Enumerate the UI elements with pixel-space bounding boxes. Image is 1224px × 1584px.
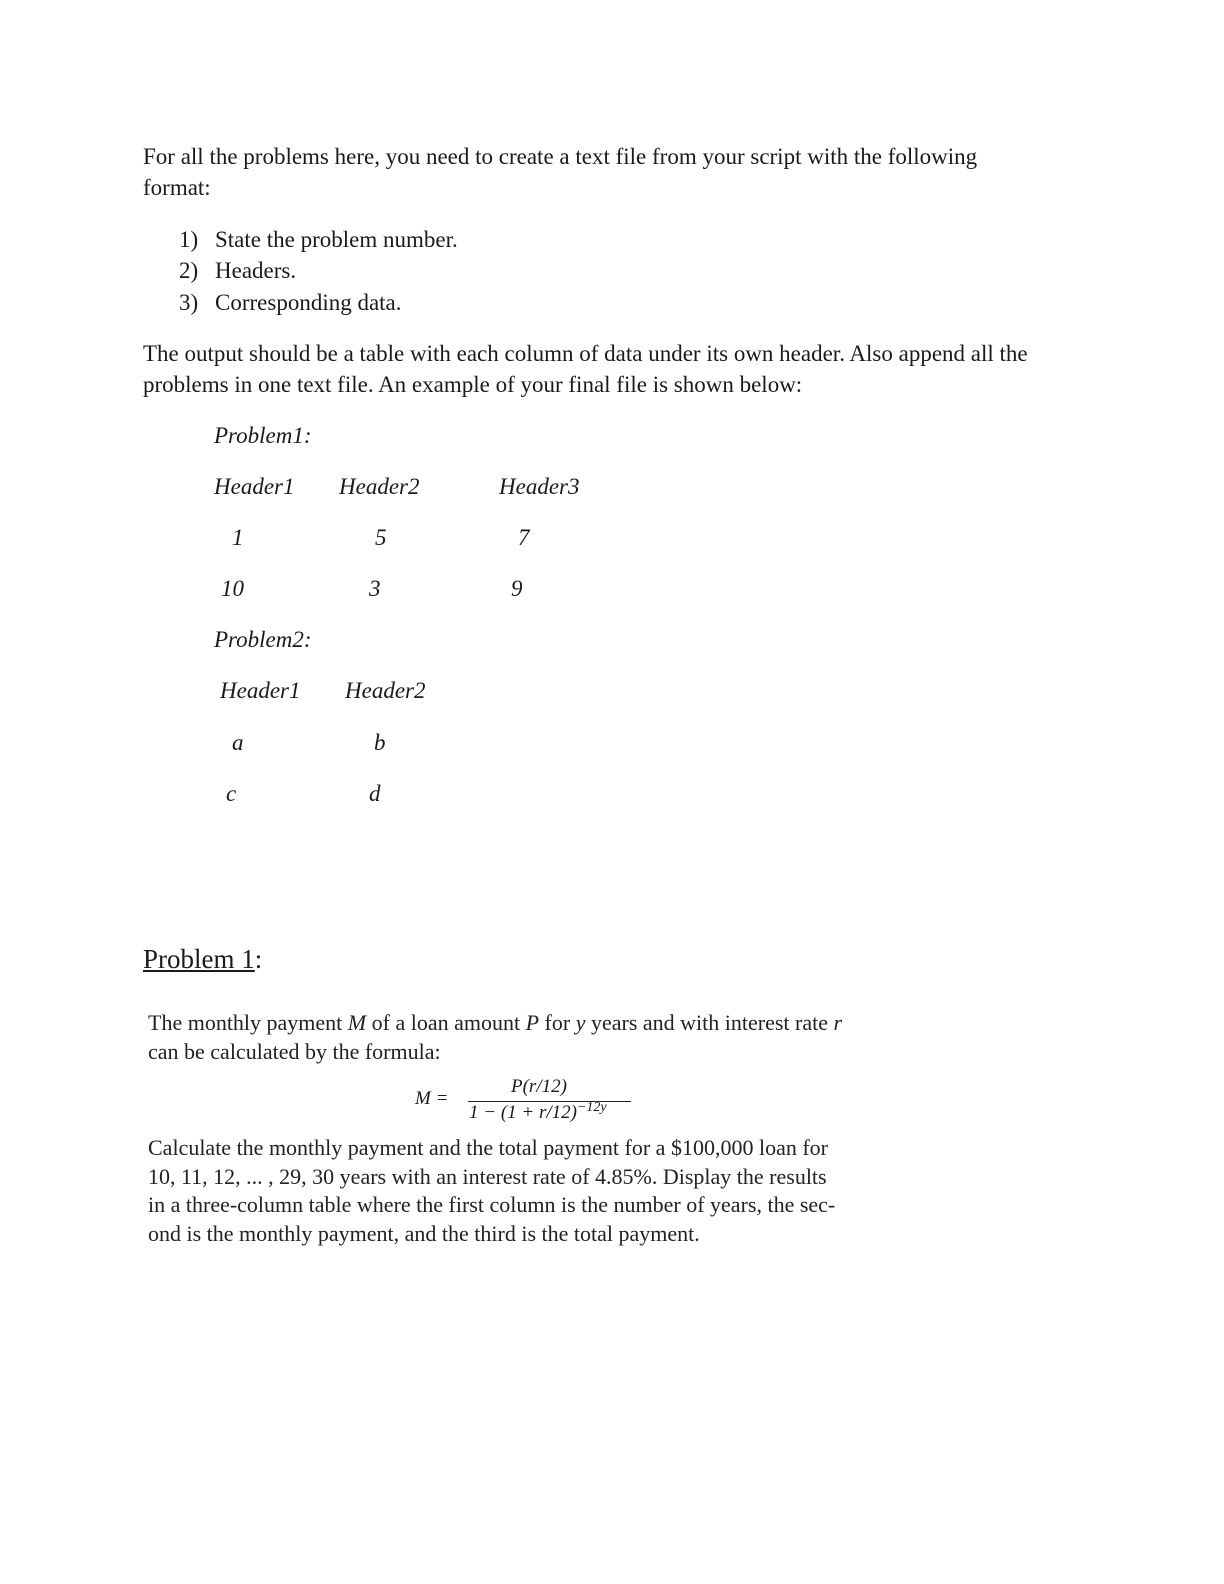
- problem1-heading-text: Problem 1: [143, 944, 255, 974]
- problem1-heading: [143, 944, 262, 975]
- example-cell: d: [369, 781, 381, 806]
- problem1-desc-line-2: can be calculated by the formula:: [148, 1039, 441, 1064]
- desc-text: of a loan amount: [366, 1010, 526, 1035]
- example-cell: 7: [518, 525, 530, 550]
- desc-text: The monthly payment: [148, 1010, 348, 1035]
- list-item-number: 1): [179, 227, 199, 252]
- output-line-2: problems in one text file. An example of your final file is shown below:: [143, 372, 803, 397]
- example-cell: a: [232, 730, 244, 755]
- example-header: Header2: [339, 474, 420, 499]
- denominator-exponent: −12y: [576, 1100, 607, 1115]
- formula-denominator: [469, 1102, 607, 1124]
- example-problem2-label: Problem2:: [214, 627, 312, 652]
- intro-line-2: format:: [143, 175, 211, 200]
- example-header: Header1: [214, 474, 295, 499]
- example-cell: 3: [369, 576, 381, 601]
- problem1-desc-line-1: [148, 1008, 842, 1037]
- list-item-text: State the problem number.: [215, 227, 458, 252]
- list-item-number: 3): [179, 290, 199, 315]
- intro-line-1: For all the problems here, you need to create a text file from your script with the following: [143, 144, 978, 169]
- list-item-text: Headers.: [215, 258, 297, 283]
- denominator-base: 1 − (1 + r/12): [469, 1102, 577, 1123]
- formula-numerator: P(r/12): [511, 1076, 567, 1097]
- list-item-text: Corresponding data.: [215, 290, 402, 315]
- example-cell: 1: [232, 525, 244, 550]
- problem1-task-line: Calculate the monthly payment and the total payment for a $100,000 loan for: [148, 1135, 828, 1160]
- list-item-number: 2): [179, 258, 199, 283]
- problem1-task-line: 10, 11, 12, ... , 29, 30 years with an interest rate of 4.85%. Display the results: [148, 1164, 827, 1189]
- problem1-task-line: in a three-column table where the first column is the number of years, the sec-: [148, 1192, 836, 1217]
- var-y: y: [575, 1010, 586, 1035]
- var-r: r: [833, 1010, 843, 1035]
- example-header: Header2: [345, 678, 426, 703]
- example-cell: c: [226, 781, 237, 806]
- example-cell: 9: [511, 576, 523, 601]
- example-cell: 5: [375, 525, 387, 550]
- formula-lhs: M =: [415, 1088, 449, 1109]
- desc-text: for: [539, 1010, 576, 1035]
- example-header: Header1: [220, 678, 301, 703]
- var-M: M: [347, 1010, 367, 1035]
- var-P: P: [525, 1010, 540, 1035]
- problem1-task-line: ond is the monthly payment, and the third is the total payment.: [148, 1221, 700, 1246]
- output-line-1: The output should be a table with each column of data under its own header. Also append all the: [143, 341, 1028, 366]
- example-header: Header3: [499, 474, 580, 499]
- example-cell: 10: [221, 576, 244, 601]
- example-cell: b: [374, 730, 386, 755]
- example-problem1-label: Problem1:: [214, 423, 312, 448]
- problem1-heading-colon: :: [254, 944, 263, 974]
- desc-text: years and with interest rate: [585, 1010, 834, 1035]
